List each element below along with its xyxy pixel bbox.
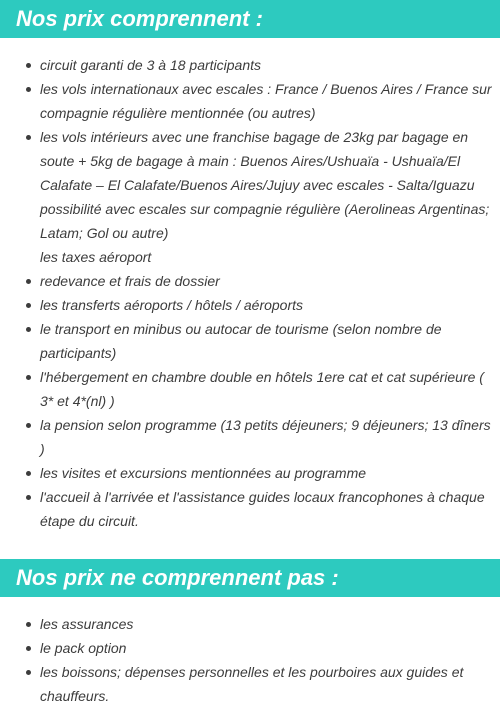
bullet-icon <box>26 135 31 140</box>
list-item-text: la pension selon programme (13 petits déjeuners; 9 déjeuners; 13 dîners ) <box>40 417 491 457</box>
list-item-text: les visites et excursions mentionnées au programme <box>40 465 367 481</box>
bullet-icon <box>26 375 31 380</box>
list-item-text: redevance et frais de dossier <box>40 273 220 289</box>
list-item-text: circuit garanti de 3 à 18 participants <box>40 57 262 73</box>
bullet-icon <box>26 670 31 675</box>
included-list <box>0 53 500 533</box>
list-item <box>0 317 500 365</box>
bullet-icon <box>26 646 31 651</box>
list-item <box>0 269 500 293</box>
list-item <box>0 77 500 125</box>
list-item-text: les vols internationaux avec escales : France / Buenos Aires / France sur compagnie régulière mentionnée (ou autres) <box>40 81 492 121</box>
bullet-icon <box>26 303 31 308</box>
list-item-text: les assurances <box>40 616 134 632</box>
bullet-icon <box>26 423 31 428</box>
list-item-text: les vols intérieurs avec une franchise bagage de 23kg par bagage en soute + 5kg de bagage à main : Buenos Aires/Ushuaïa - Ushuaïa/El Calafate – El Calafate/Buenos Aires/Jujuy avec escales - Salta/Iguazu possibilité avec escales sur compagnie régulière (Aerolineas Argentinas; Latam; Gol ou autre) <box>40 129 490 241</box>
list-item <box>0 365 500 413</box>
list-item-text: l'hébergement en chambre double en hôtels 1ere cat et cat supérieure ( 3* et 4*(nl) ) <box>40 369 484 409</box>
bullet-icon <box>26 87 31 92</box>
included-section-title: Nos prix comprennent : <box>0 0 500 38</box>
list-item <box>0 53 500 77</box>
list-item <box>0 125 500 269</box>
list-item-text: l'accueil à l'arrivée et l'assistance guides locaux francophones à chaque étape du circuit. <box>40 489 485 529</box>
list-item <box>0 636 500 660</box>
list-item-text: les boissons; dépenses personnelles et les pourboires aux guides et chauffeurs. <box>40 664 464 704</box>
bullet-icon <box>26 495 31 500</box>
list-item <box>0 485 500 533</box>
list-item <box>0 413 500 461</box>
list-item-text: le pack option <box>40 640 127 656</box>
list-item <box>0 612 500 636</box>
bullet-icon <box>26 622 31 627</box>
bullet-icon <box>26 63 31 68</box>
list-item <box>0 293 500 317</box>
list-item <box>0 660 500 708</box>
list-item-text: le transport en minibus ou autocar de tourisme (selon nombre de participants) <box>40 321 442 361</box>
list-item <box>0 461 500 485</box>
list-item-text: les transferts aéroports / hôtels / aéroports <box>40 297 304 313</box>
bullet-icon <box>26 327 31 332</box>
bullet-icon <box>26 471 31 476</box>
bullet-icon <box>26 279 31 284</box>
excluded-list <box>0 612 500 708</box>
excluded-section-title: Nos prix ne comprennent pas : <box>0 559 500 597</box>
list-item-subtext: les taxes aéroport <box>40 249 152 265</box>
